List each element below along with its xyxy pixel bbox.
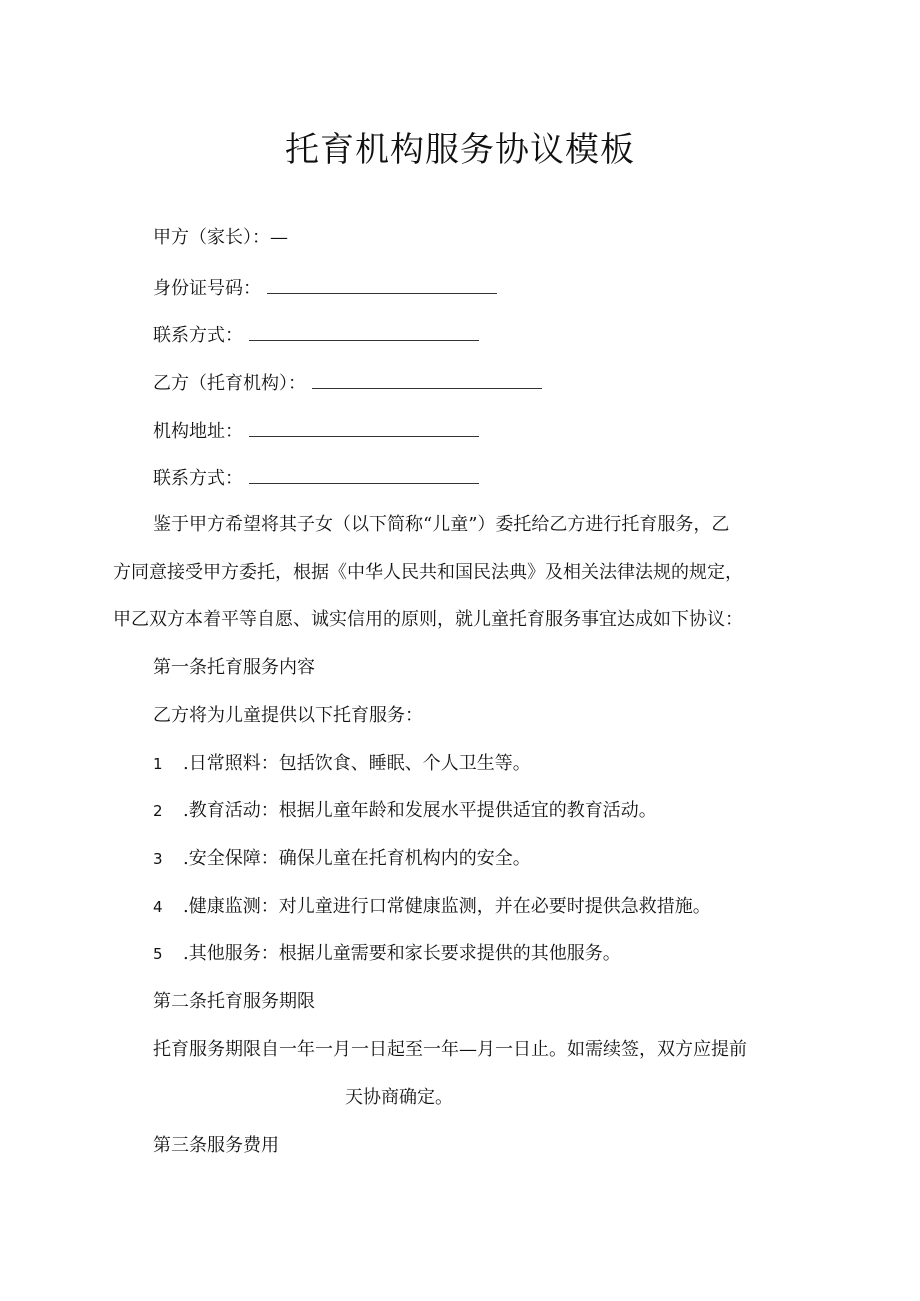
service-text: .其他服务：根据儿童需要和家长要求提供的其他服务。 (183, 943, 621, 964)
service-number: 3 (153, 850, 163, 868)
service-text: .教育活动：根据儿童年龄和发展水平提供适宜的教育活动。 (183, 800, 657, 821)
preamble-line-3: 甲乙双方本着平等自愿、诚实信用的原则，就儿童托育服务事宜达成如下协议： (113, 609, 743, 630)
article2-line-2: 天协商确定。 (345, 1087, 453, 1108)
service-text: .安全保障：确保儿童在托育机构内的安全。 (183, 848, 531, 869)
service-item-1 (153, 752, 531, 776)
contact-a-line (153, 322, 479, 348)
contact-b-line (153, 465, 479, 491)
service-number: 2 (153, 802, 163, 820)
service-number: 1 (153, 755, 163, 773)
service-item-4 (153, 895, 711, 919)
party-b-line (153, 370, 542, 396)
id-number-blank (267, 275, 497, 294)
service-text: .日常照料：包括饮食、睡眠、个人卫生等。 (183, 753, 531, 774)
service-item-3 (153, 847, 531, 871)
service-item-2 (153, 799, 657, 823)
service-number: 5 (153, 945, 163, 963)
article1-intro: 乙方将为儿童提供以下托育服务： (153, 705, 423, 726)
service-number: 4 (153, 898, 163, 916)
contact-b-blank (249, 465, 479, 484)
article2-line-1: 托育服务期限自一年一月一日起至一年—月一日止。如需续签，双方应提前 (153, 1039, 747, 1060)
service-item-5 (153, 942, 621, 966)
address-line (153, 418, 479, 444)
party-a-line: 甲方（家长）：— (153, 227, 288, 248)
party-b-label: 乙方（托育机构）： (153, 373, 306, 394)
document-title: 托育机构服务协议模板 (285, 130, 635, 170)
contact-a-label: 联系方式： (153, 325, 243, 346)
preamble-line-1: 鉴于甲方希望将其子女（以下简称“儿童”）委托给乙方进行托育服务，乙 (153, 514, 730, 535)
address-label: 机构地址： (153, 421, 243, 442)
article3-heading: 第三条服务费用 (153, 1135, 279, 1156)
party-b-blank (312, 370, 542, 389)
article1-heading: 第一条托育服务内容 (153, 657, 315, 678)
service-text: .健康监测：对儿童进行口常健康监测，并在必要时提供急救措施。 (183, 896, 711, 917)
preamble-line-2: 方同意接受甲方委托，根据《中华人民共和国民法典》及相关法律法规的规定， (113, 562, 743, 583)
contact-a-blank (249, 322, 479, 341)
article2-heading: 第二条托育服务期限 (153, 991, 315, 1012)
address-blank (249, 418, 479, 437)
id-number-label: 身份证号码： (153, 278, 261, 299)
id-number-line (153, 275, 497, 301)
contact-b-label: 联系方式： (153, 468, 243, 489)
